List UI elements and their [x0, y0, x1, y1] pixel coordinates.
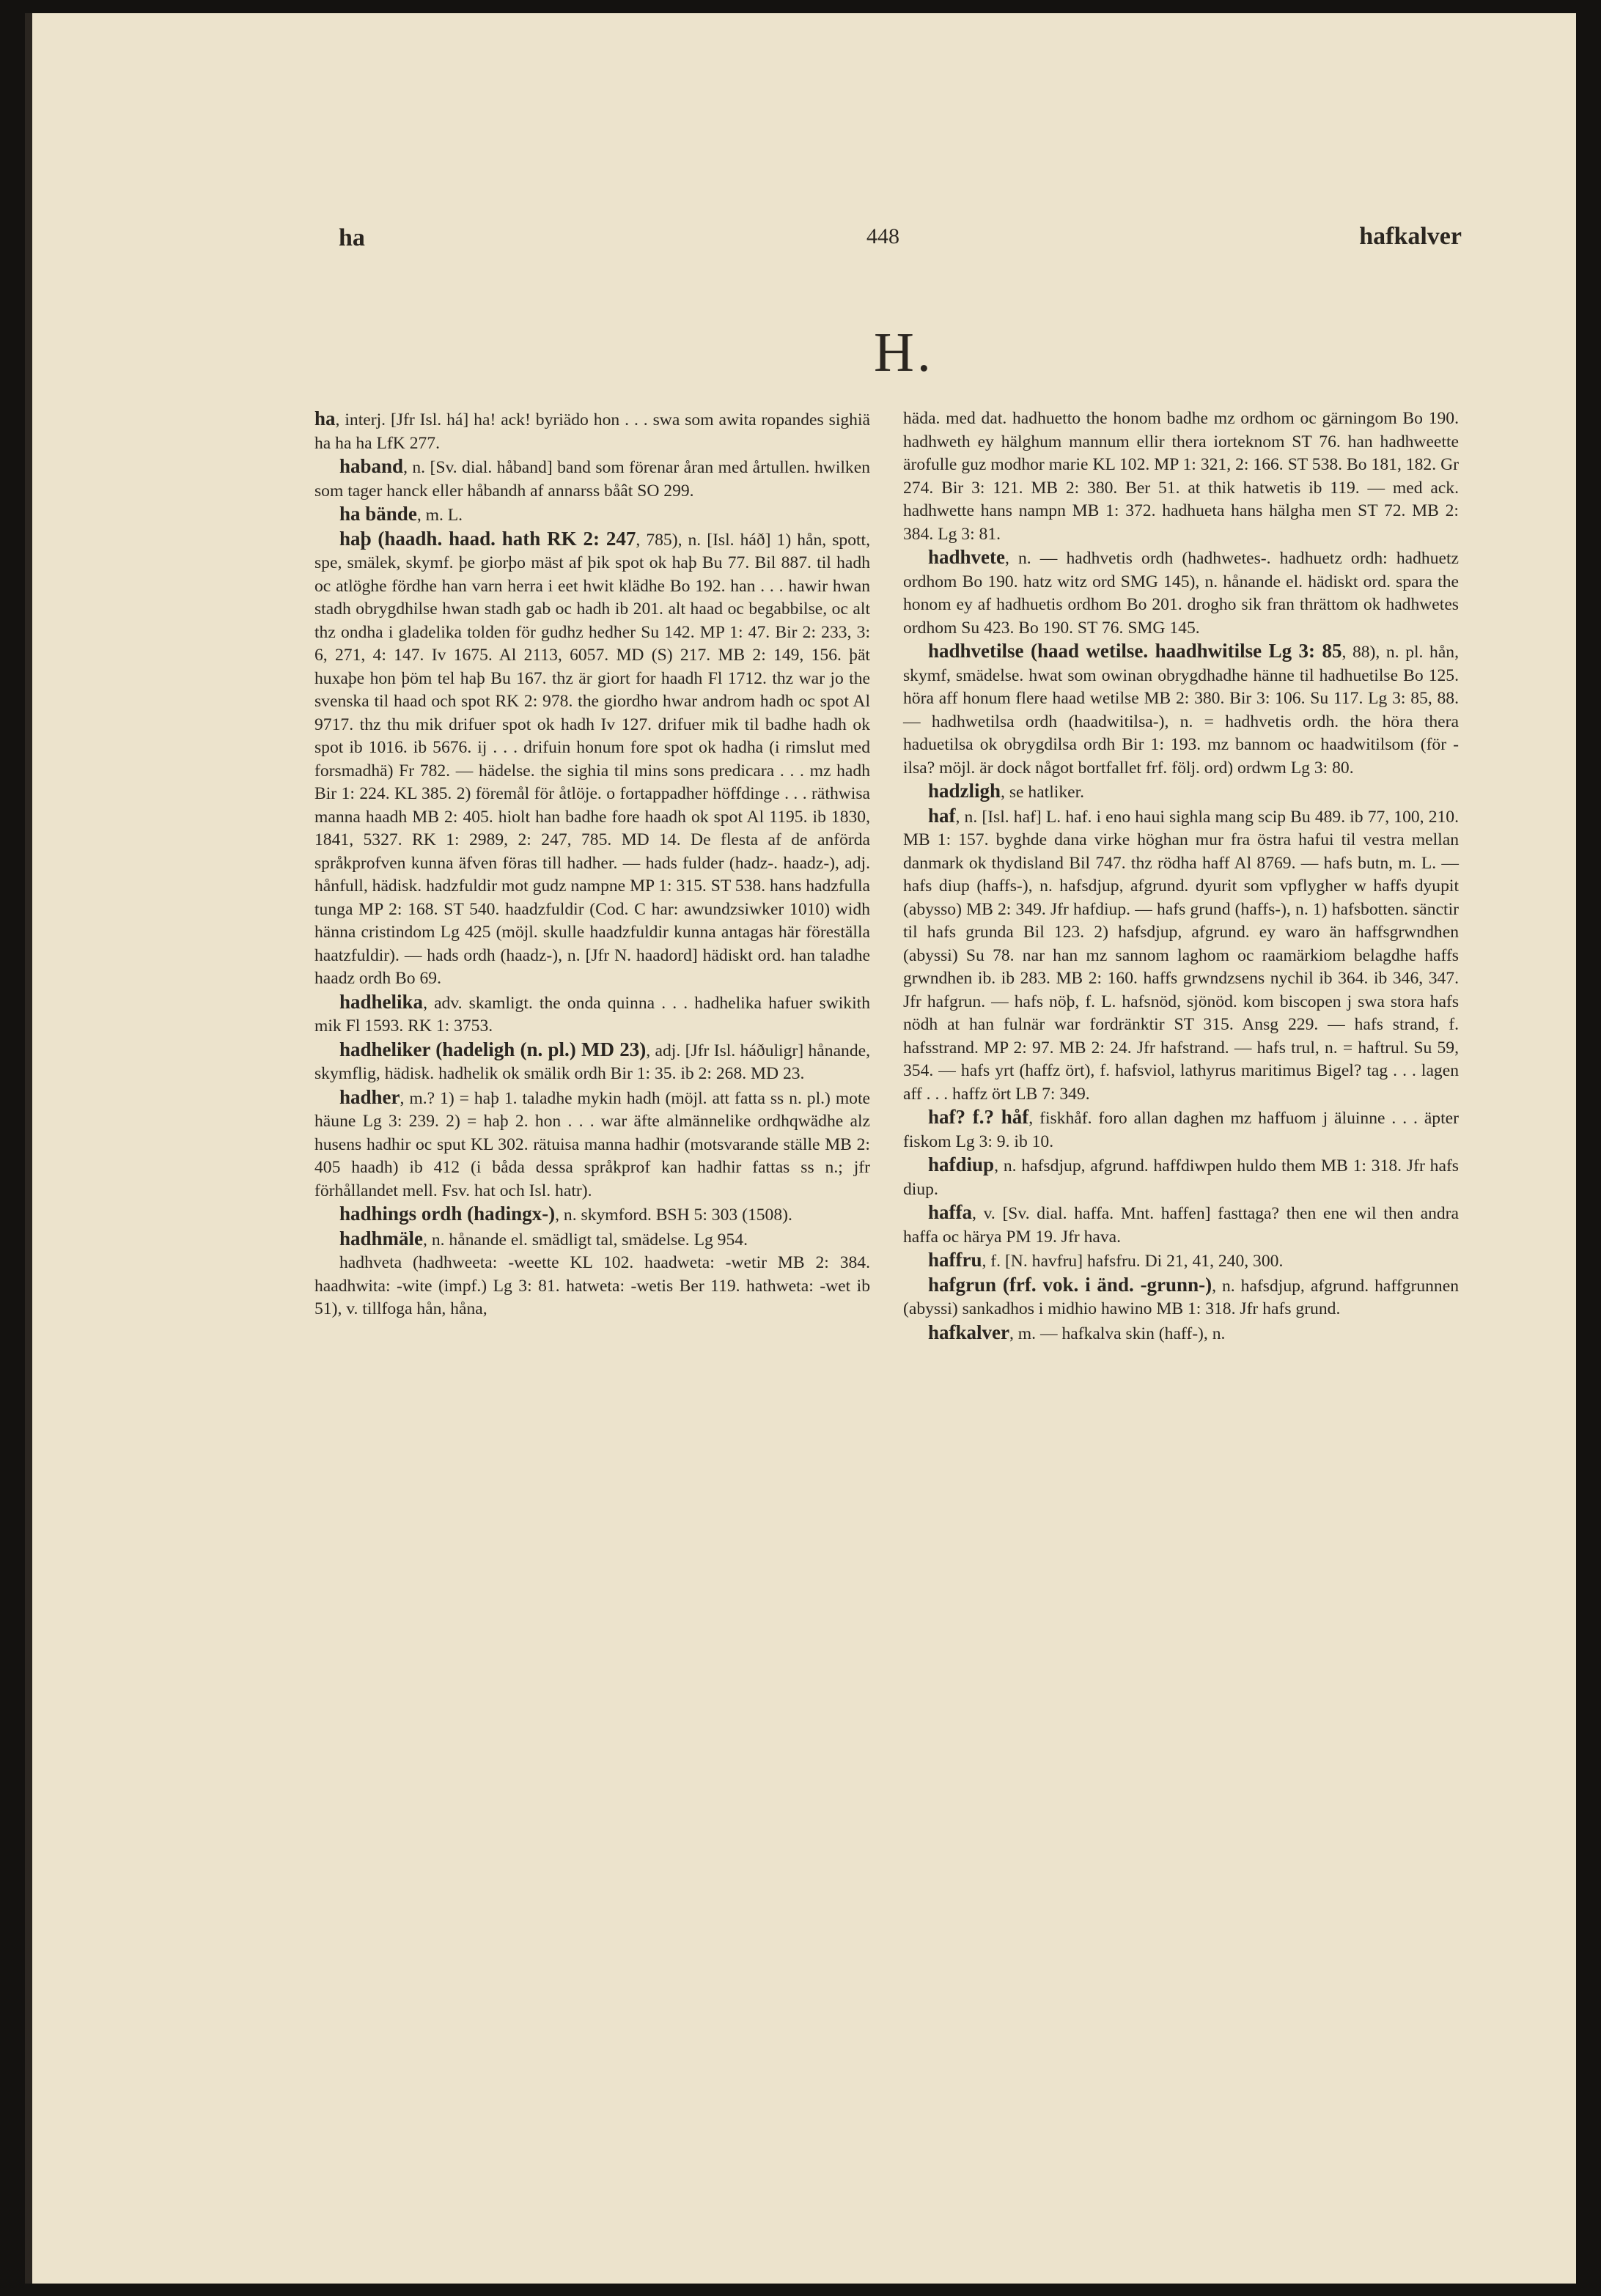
entry-ha-bande: ha bände, m. L. [339, 503, 463, 525]
entry-hadhveta: hadhveta (hadhweeta: -weette KL 102. haadweta: -wetir MB 2: 384. haadhwita: -wite (impf.) Lg 3: 81. hatweta: -wetis Ber 119. hathweta: -wet ib 51), v. tillfoga hån, håna, [314, 1253, 870, 1318]
page-number: 448 [866, 224, 899, 248]
headword: haf? f.? håf [928, 1106, 1029, 1128]
entry-hafdiup: hafdiup, n. hafsdjup, afgrund. haffdiwpen huldo them MB 1: 318. Jfr hafs diup. [903, 1153, 1459, 1199]
dictionary-page [25, 13, 1576, 2284]
entry-hadzligh: hadzligh, se hatliker. [928, 780, 1085, 802]
headword: haband [339, 455, 404, 477]
headword: hadher [339, 1085, 400, 1108]
headword: hadheliker (hadeligh (n. pl.) MD 23) [339, 1038, 647, 1060]
entry-hadhveta-continued: häda. med dat. hadhuetto the honom badhe mz ordhom oc gärningom Bo 190. hadhweth ey hälghum mannum ellir thera iorteknom ST 76. han hadhweette ärofulle guz modhor marie KL 102. MP 1: 321, 2: 166. ST 538. Bo 181, 182. Gr 274. Bir 3: 121. MB 2: 380. Ber 51. at thik hatwetis ib 119. — med ack. hadhwette hans nampn MB 1: 372. hadhueta hans hälgha men ST 72. MB 2: 384. Lg 3: 81. [903, 409, 1459, 544]
headword: haffa [928, 1201, 972, 1223]
entry-haband: haband, n. [Sv. dial. håband] band som förenar åran med årtullen. hwilken som tager hanck eller håbandh af annarss båât SO 299. [314, 455, 870, 501]
entry-hadhvete: hadhvete, n. — hadhvetis ordh (hadhwetes-. hadhuetz ordh: hadhuetz ordhom Bo 190. hatz witz ord SMG 145), n. hånande el. hädiskt ord. spara the honom ey af hadhuetis ordhom Bo 201. drogho sik fran thrättom ok hadhwetes ordhom Su 423. Bo 190. ST 76. SMG 145. [903, 546, 1459, 638]
entry-hadhelika: hadhelika, adv. skamligt. the onda quinna . . . hadhelika hafuer swikith mik Fl 1593. RK 1: 3753. [314, 990, 870, 1036]
left-column [314, 407, 870, 1321]
section-letter: H. [874, 322, 934, 383]
headword: hadhvete [928, 546, 1006, 568]
headword: haffru [928, 1249, 982, 1271]
entry-hath: haþ (haadh. haad. hath RK 2: 247, 785), n. [Isl. háð] 1) hån, spott, spe, smälek, skymf. þe giorþo mäst af þik spot ok haþ Bu 77. Bil 887. til hadh oc atlöghe fördhe han varn herra i eet hwit klädhe Bo 192. han . . . hawir hwan stadh obrygdhilse hwan stadh gab oc hadh ib 201. alt haad oc begabbilse, oc alt thz ondha i gladelika tolden för gudhz hedher Su 142. MP 1: 47. Bir 2: 233, 3: 6, 271, 4: 147. Iv 1675. Al 2113, 6057. MD (S) 217. MB 2: 149, 156. þät huxaþe hon þöm tel haþ Bu 167. thz är giort for haadh Fl 1712. thz war jo the svenska til haad och spot RK 2: 978. the giordho hwar androm hadh oc spot Al 9717. thz thu mik drifuer spot ok hadh Iv 127. drifuer mik til badhe hadh ok spot ib 1016. ib 5676. ij . . . drifuin honum fore spot ok hadha (i rimslut med forsmadhä) Fr 782. — hädelse. the sighia til mins sons predicara . . . mz hadh Bir 1: 224. KL 385. 2) föremål för åtlöje. o fortappadher höffdinge . . . räthwisa manna haadh MB 2: 405. hiolt han badhe fore haadh ok spot Al 1195. ib 1830, 1841, 5327. RK 1: 2989, 2: 247, 785. MD 14. De flesta af de anförda språkprofven kunna äfven föras till hadher. — hads fulder (hadz-. haadz-), adj. hånfull, hädisk. hadzfuldir mot gudz nampne MP 1: 315. ST 538. hans hadzfulla tunga MP 2: 168. ST 540. haadzfuldir (Cod. C har: awundzsiwker 1010) widh hänna cristindom Lg 425 (möjl. skulle haadzfuldir kunna antagas här föreställa haatzfuldir). — hads ordh (haadz-), n. [Jfr N. haadord] hädiskt ord. han taladhe haadz ordh Bo 69. [314, 527, 870, 988]
headword: hadhmäle [339, 1227, 424, 1249]
right-column [903, 407, 1459, 1346]
entry-hafgrun: hafgrun (frf. vok. i änd. -grunn-), n. hafsdjup, afgrund. haffgrunnen (abyssi) sankadhos i midhio hawino MB 1: 318. Jfr hafs grund. [903, 1273, 1459, 1318]
headword: haþ (haadh. haad. hath RK 2: 247 [339, 527, 636, 550]
headword: hafkalver [928, 1321, 1009, 1343]
entry-haffa: haffa, v. [Sv. dial. haffa. Mnt. haffen] fasttaga? then ene wil then andra haffa oc härya PM 19. Jfr hava. [903, 1201, 1459, 1247]
entry-haffru: haffru, f. [N. havfru] hafsfru. Di 21, 41, 240, 300. [928, 1249, 1284, 1271]
entry-hafkalver: hafkalver, m. — hafkalva skin (haff-), n. [928, 1321, 1226, 1343]
header-left-guideword: ha [339, 224, 365, 251]
page-header [303, 210, 1462, 254]
entry-ha: ha, interj. [Jfr Isl. há] ha! ack! byriädo hon . . . swa som awita ropandes sighiä ha ha ha LfK 277. [314, 407, 870, 453]
headword: hafgrun (frf. vok. i änd. -grunn-) [928, 1273, 1212, 1296]
entry-haf-query: haf? f.? håf, fiskhåf. foro allan daghen mz haffuom j äluinne . . . äpter fiskom Lg 3: 9. ib 10. [903, 1106, 1459, 1151]
headword: hadhelika [339, 990, 424, 1013]
binding-edge [25, 13, 32, 2284]
entry-hadher: hadher, m.? 1) = haþ 1. taladhe mykin hadh (möjl. att fatta ss n. pl.) mote häune Lg 3: 239. 2) = haþ 2. hon . . . war äfte almännelike ordhqwädhe alz husens hadhir oc sput KL 302. rätuisa manna hadhir (motsvarande ställe MB 2: 405 haadh) ib 412 (i båda dessa språkprof kan hadhir fattas ss n.; jfr förhållandet mell. Fsv. hat och Isl. hatr). [314, 1085, 870, 1200]
entry-hadhings-ordh: hadhings ordh (hadingx-), n. skymford. BSH 5: 303 (1508). [339, 1203, 792, 1225]
entry-hadhvetilse: hadhvetilse (haad wetilse. haadhwitilse Lg 3: 85, 88), n. pl. hån, skymf, smädelse. hwat som owinan obrygdhadhe hänne til hadhuetilse Bo 125. höra aff honum flere haad wetilse MB 2: 380. Bir 3: 106. Su 117. Lg 3: 85, 88. — hadhwetilsa ordh (haadwitilsa-), n. = hadhvetis ordh. the höra thera haduetilsa ok obrygdilsa ordh Bir 1: 193. mz bannom oc haadwitilsom (för -ilsa? möjl. är dock något bortfallet frf. följ. ord) ordwm Lg 3: 80. [903, 640, 1459, 778]
headword: hadhings ordh (hadingx-) [339, 1203, 556, 1225]
headword: hadzligh [928, 780, 1001, 802]
headword: ha [314, 407, 336, 429]
header-right-guideword: hafkalver [1359, 223, 1462, 250]
entry-haf: haf, n. [Isl. haf] L. haf. i eno haui sighla mang scip Bu 489. ib 77, 100, 210. MB 1: 157. byghde dana virke höghan mur fra östra hafui til vestra mellan danmark ok thydisland Bil 747. thz rödha haff Al 8769. — hafs butn, m. L. — hafs diup (haffs-), n. hafsdjup, afgrund. dyurit som vpflygher w haffs dyupit (abysso) MB 2: 349. Jfr hafdiup. — hafs grund (haffs-), n. 1) hafsbotten. sänctir til hafs grunda Bil 123. 2) hafsdjup, afgrund. ey waro än haffsgrwndhen (abyssi) Su 78. nar han mz sannom laghom oc raamärkiom belagdhe haffs grwndhen ib. ib 283. MB 2: 160. haffs grwndzsens nychil ib 364. ib 346, 347. Jfr hafgrun. — hafs nöþ, f. L. hafsnöd, sjönöd. kom biscopen j swa stora hafs nödh at han fulnär war fordränktir ST 315. Ansg 229. — hafs strand, f. hafsstrand. MP 2: 97. MB 2: 24. Jfr hafstrand. — hafs trul, n. = haftrul. Su 59, 354. — hafs yrt (haffz ört), f. hafsviol, lathyrus maritimus Bigel? tag . . . lagen aff . . . haffz ört LB 7: 349. [903, 804, 1459, 1104]
headword: haf [928, 804, 956, 827]
headword: hadhvetilse (haad wetilse. haadhwitilse Lg 3: 85 [928, 640, 1342, 662]
entry-hadheliker: hadheliker (hadeligh (n. pl.) MD 23), adj. [Jfr Isl. háðuligr] hånande, skymflig, hädisk. hadhelik ok smälik ordh Bir 1: 35. ib 2: 268. MD 23. [314, 1038, 870, 1083]
headword: hafdiup [928, 1153, 995, 1175]
headword: ha bände [339, 503, 417, 525]
entry-hadhmale: hadhmäle, n. hånande el. smädligt tal, smädelse. Lg 954. [339, 1227, 748, 1249]
